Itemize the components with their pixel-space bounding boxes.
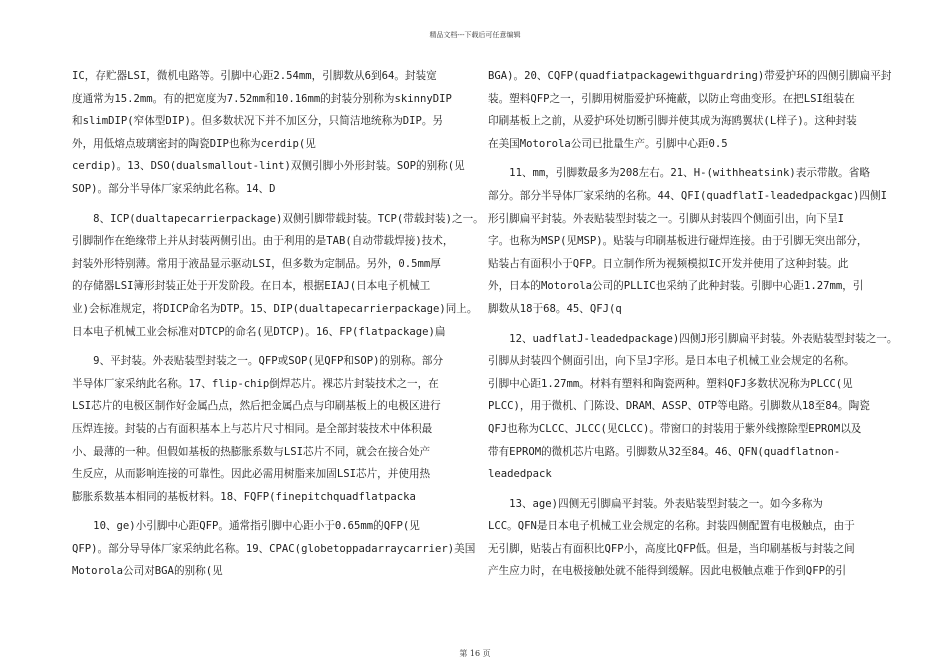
text-line: LCC。QFN是日本电子机械工业会规定的名称。封装四侧配置有电极触点，由于 <box>488 520 855 533</box>
text-line: QFP)。部分导导体厂家采纳此名称。19、CPAC(globetoppadarraycarrier)美国 <box>72 542 476 555</box>
paragraph-gap <box>72 343 482 350</box>
text-line: Motorola公司对BGA的别称(见 <box>72 565 223 578</box>
text-line: 外，用低熔点玻璃密封的陶瓷DIP也称为cerdip(见 <box>72 137 316 150</box>
text-line: BGA)。20、CQFP(quadfiatpackagewithguardring)带爱护环的四侧引脚扁平封 <box>488 70 892 82</box>
paragraph-gap <box>72 508 482 515</box>
text-line: 度通常为15.2mm。有的把宽度为7.52mm和10.16mm的封装分别称为skinnyDIP <box>72 92 452 105</box>
paragraph-gap <box>488 155 888 162</box>
text-line: 封装外形特别薄。常用于液晶显示驱动LSI，但多数为定制品。另外，0.5mm厚 <box>72 257 441 270</box>
paragraph-gap <box>488 486 888 493</box>
text-line: 业)会标准规定，将DICP命名为DTP。15、DIP(dualtapecarrierpackage)同上。 <box>72 302 478 315</box>
text-line: 形引脚扁平封装。外表贴装型封装之一。引脚从封装四个侧面引出，向下呈I <box>488 212 844 225</box>
text-line: 13、age)四侧无引脚扁平封装。外表贴装型封装之一。如今多称为 <box>488 497 823 510</box>
text-line: 生反应，从而影响连接的可靠性。因此必需用树脂来加固LSI芯片，并使用热 <box>72 468 431 481</box>
text-line: 8、ICP(dualtapecarrierpackage)双侧引脚带载封装。TCP(带载封装)之一。 <box>72 212 484 225</box>
text-line: PLCC)，用于微机、门陈设、DRAM、ASSP、OTP等电路。引脚数从18至84。陶瓷 <box>488 400 870 413</box>
text-line: 字。也称为MSP(见MSP)。贴装与印刷基板进行碰焊连接。由于引脚无突出部分， <box>488 235 868 248</box>
text-line: 11、mm，引脚数最多为208左右。21、H-(withheatsink)表示带散。省略 <box>488 167 870 180</box>
page-header: 精品文档---下载后可任意编辑 <box>429 31 521 39</box>
right-text-column <box>488 65 898 583</box>
text-line: 10、ge)小引脚中心距QFP。通常指引脚中心距小于0.65mm的QFP(见 <box>72 520 420 533</box>
text-line: 贴装占有面积小于QFP。日立制作所为视频模拟IC开发并使用了这种封装。此 <box>488 257 849 270</box>
text-line: 的存储器LSI簿形封装正处于开发阶段。在日本，根据EIAJ(日本电子机械工 <box>72 280 431 293</box>
text-line: cerdip)。13、DSO(dualsmallout-lint)双侧引脚小外形封装。SOP的别称(见 <box>72 160 465 173</box>
page-number: 第 16 页 <box>459 649 491 658</box>
left-text-column <box>72 65 482 583</box>
text-line: 带有EPROM的微机芯片电路。引脚数从32至84。46、QFN(quadflatnon- <box>488 445 841 458</box>
text-line: 小、最薄的一种。但假如基板的热膨胀系数与LSI芯片不同，就会在接合处产 <box>72 445 431 458</box>
text-line: 9、平封装。外表贴装型封装之一。QFP或SOP(见QFP和SOP)的别称。部分 <box>72 355 444 368</box>
text-line: 无引脚，贴装占有面积比QFP小，高度比QFP低。但是，当印刷基板与封装之间 <box>488 542 855 555</box>
text-line: 外，日本的Motorola公司的PLLIC也采纳了此种封装。引脚中心距1.27mm，引 <box>488 280 864 293</box>
text-line: 和slimDIP(窄体型DIP)。但多数状况下并不加区分，只简洁地统称为DIP。另 <box>72 115 444 128</box>
text-line: 日本电子机械工业会标准对DTCP的命名(见DTCP)。16、FP(flatpackage)扁 <box>72 325 446 338</box>
text-line: IC，存贮器LSI，微机电路等。引脚中心距2.54mm，引脚数从6到64。封装宽 <box>72 70 437 82</box>
text-line: 引脚制作在绝缘带上并从封装两侧引出。由于利用的是TAB(自动带载焊接)技术， <box>72 235 454 248</box>
text-line: LSI芯片的电极区制作好金属凸点，然后把金属凸点与印刷基板上的电极区进行 <box>72 400 441 413</box>
text-line: SOP)。部分半导体厂家采纳此名称。14、D <box>72 182 276 195</box>
text-line: 膨胀系数基本相同的基板材料。18、FQFP(finepitchquadflatpacka <box>72 490 416 503</box>
text-line: 部分。部分半导体厂家采纳的名称。44、QFI(quadflatI-leadedpackgac)四侧I <box>488 189 887 202</box>
text-line: 压焊连接。封装的占有面积基本上与芯片尺寸相同。是全部封装技术中体积最 <box>72 422 433 435</box>
text-line: 半导体厂家采纳此名称。17、flip-chip倒焊芯片。裸芯片封装技术之一，在 <box>72 377 439 390</box>
text-line: 脚数从18于68。45、QFJ(q <box>488 302 622 315</box>
text-line: QFJ也称为CLCC、JLCC(见CLCC)。带窗口的封装用于紫外线擦除型EPROM以及 <box>488 422 862 435</box>
text-line: 引脚中心距1.27mm。材料有塑料和陶瓷两种。塑料QFJ多数状况称为PLCC(见 <box>488 377 853 390</box>
paragraph-gap <box>72 201 482 208</box>
text-line: 在美国Motorola公司已批量生产。引脚中心距0.5 <box>488 137 728 150</box>
text-line: 印刷基板上之前，从爱护环处切断引脚并使其成为海鸥翼状(L样子)。这种封装 <box>488 115 857 128</box>
text-line: 引脚从封装四个侧面引出，向下呈J字形。是日本电子机械工业会规定的名称。 <box>488 355 855 368</box>
text-line: leadedpack <box>488 468 552 481</box>
paragraph-gap <box>488 321 888 328</box>
text-line: 装。塑料QFP之一，引脚用树脂爱护环掩蔽，以防止弯曲变形。在把LSI组装在 <box>488 92 855 105</box>
text-line: 12、uadflatJ-leadedpackage)四侧J形引脚扁平封装。外表贴装型封装之一。 <box>488 332 898 345</box>
text-line: 产生应力时，在电极接触处就不能得到缓解。因此电极触点难于作到QFP的引 <box>488 565 847 578</box>
